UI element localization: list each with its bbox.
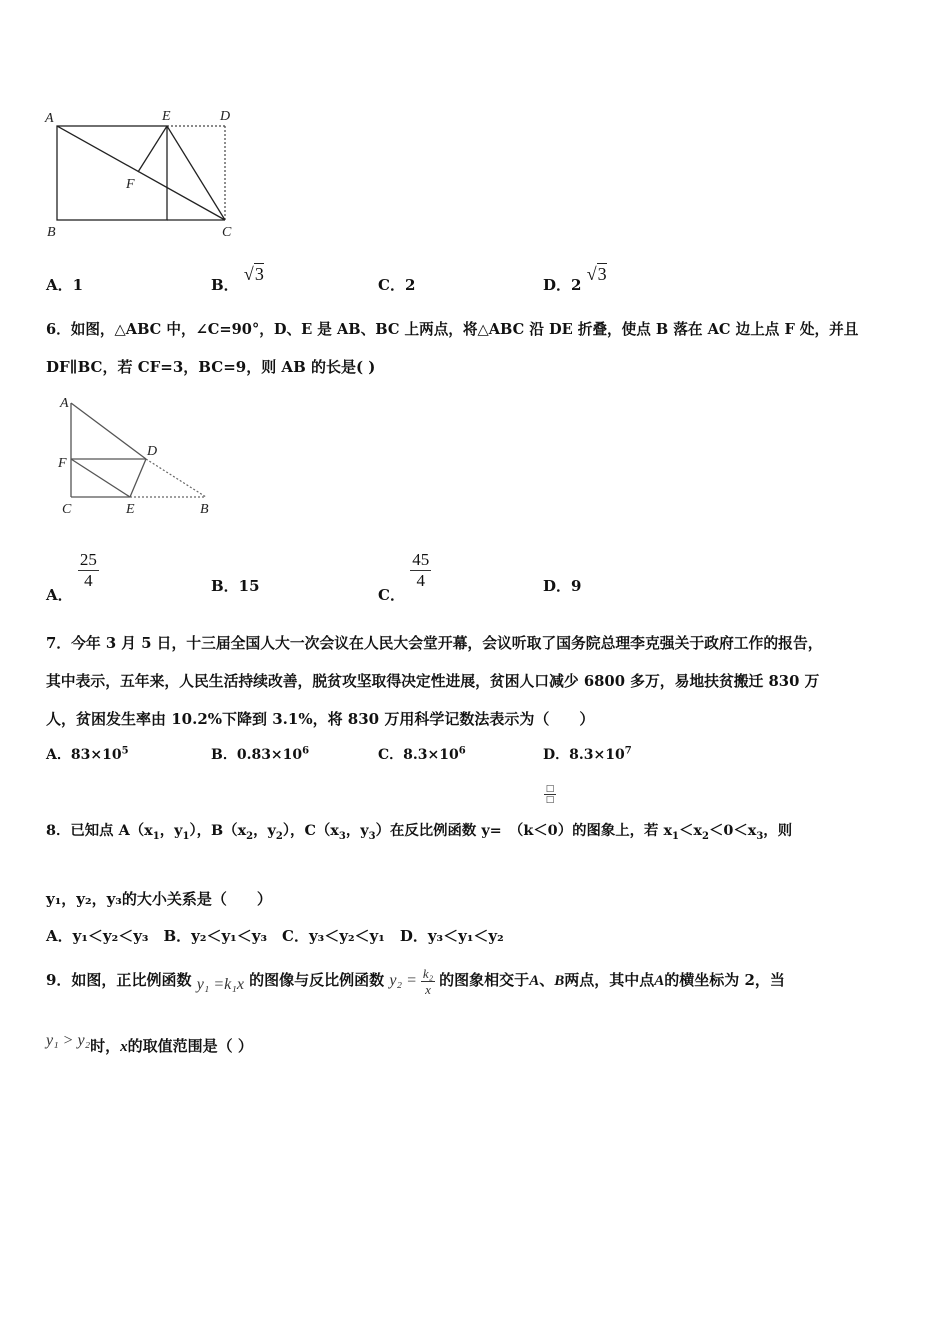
segment-ef bbox=[138, 126, 167, 172]
q7-option-b-exp: 6 bbox=[302, 745, 310, 757]
q7-option-a-exp: 5 bbox=[121, 745, 129, 757]
q8-text-i: ＜0＜x bbox=[708, 822, 757, 839]
q8-fraction-placeholder bbox=[544, 784, 556, 805]
q8-text-c: ），B（x bbox=[189, 822, 247, 839]
q8-text-f: ，y bbox=[345, 822, 369, 839]
q5-option-d-label: D．2 bbox=[543, 276, 582, 294]
q9-formula-y2 bbox=[389, 965, 439, 997]
q7-option-a[interactable] bbox=[46, 744, 129, 764]
q9-part5: 两点，其中点 bbox=[564, 971, 655, 989]
q7-option-a-base: A．83×10 bbox=[46, 747, 122, 763]
q6-option-b-text: B．15 bbox=[211, 577, 260, 595]
q9-line1 bbox=[46, 960, 785, 1000]
q9-formula-y2-den: x bbox=[425, 981, 431, 997]
q8-frac-bottom: □ bbox=[545, 795, 555, 805]
q6-option-d[interactable] bbox=[543, 575, 581, 596]
q6-line2: DF∥BC，若 CF=3，BC=9，则 AB 的长是( ) bbox=[46, 358, 376, 376]
q8-text-b: ，y bbox=[159, 822, 183, 839]
label-b: B bbox=[47, 225, 56, 240]
q9-point-a2: A bbox=[654, 973, 665, 989]
label-e: E bbox=[162, 109, 171, 124]
q7-option-d-exp: 7 bbox=[624, 745, 632, 757]
q8-sub-x2: 2 bbox=[246, 830, 254, 842]
segment-de bbox=[130, 459, 146, 497]
q8-text-g: ）在反比例函数 y= （k＜0）的图象上，若 x bbox=[375, 822, 673, 839]
q9-part2: 的图像与反比例函数 bbox=[249, 971, 385, 989]
q6-option-c-fraction bbox=[410, 550, 431, 591]
q5-option-b[interactable] bbox=[211, 264, 264, 294]
side-db-dotted bbox=[146, 459, 206, 497]
q8-line2: y₁，y₂，y₃的大小关系是（ ） bbox=[46, 890, 272, 908]
label-c: C bbox=[62, 502, 72, 517]
q6-option-d-text: D．9 bbox=[543, 577, 582, 595]
q8-text-j: ，则 bbox=[763, 822, 793, 839]
q9-point-b: B bbox=[554, 973, 565, 989]
q9-var-x: x bbox=[120, 1039, 128, 1055]
q7-line2: 其中表示，五年来，人民生活持续改善，脱贫攻坚取得决定性进展，贫困人口减少 6800 多万，易地扶贫搬迁 830 万 bbox=[46, 673, 820, 690]
q7-option-d[interactable] bbox=[543, 744, 632, 764]
q8-sub-x1b: 1 bbox=[672, 830, 679, 842]
q7-option-d-base: D．8.3×10 bbox=[543, 747, 625, 763]
q8-sub-y2: 2 bbox=[275, 830, 283, 842]
q5-option-d-sqrt: √3 bbox=[586, 264, 607, 284]
q8-frac-top: □ bbox=[545, 784, 555, 794]
q5-option-b-sqrt: √3 bbox=[243, 264, 264, 284]
q6-line1: 6．如图，△ABC 中，∠C=90°，D、E 是 AB、BC 上两点，将△ABC 沿 DE 折叠，使点 B 落在 AC 边上点 F 处，并且 bbox=[46, 321, 859, 338]
q7-line3: 人，贫困发生率由 10.2%下降到 3.1%，将 830 万用科学记数法表示为（ ） bbox=[46, 710, 595, 728]
q8-sub-y3: 3 bbox=[368, 830, 376, 842]
q9-part6: 的横坐标为 2，当 bbox=[664, 971, 785, 989]
q6-option-c-numerator: 45 bbox=[412, 550, 430, 569]
q5-option-d[interactable] bbox=[543, 264, 607, 294]
label-d: D bbox=[220, 109, 231, 124]
q5-option-a[interactable] bbox=[46, 274, 83, 295]
q8-line1 bbox=[46, 821, 792, 847]
q9-point-a: A bbox=[529, 973, 540, 989]
q8-text-d: ，y bbox=[253, 822, 276, 839]
q5-option-c[interactable] bbox=[378, 274, 415, 295]
q9-formula-y2-left: y₂ = bbox=[389, 972, 417, 989]
q6-option-c-label: C． bbox=[378, 585, 405, 604]
q7-option-c-exp: 6 bbox=[458, 745, 466, 757]
q7-line1: 7．今年 3 月 5 日，十三届全国人大一次会议在人民大会堂开幕，会议听取了国务院总理李克强关于政府工作的报告， bbox=[46, 635, 823, 652]
q7-option-c-base: C．8.3×10 bbox=[378, 747, 459, 763]
q6-option-a-denominator: 4 bbox=[84, 571, 93, 590]
label-d: D bbox=[147, 444, 158, 459]
q8-sub-x1: 1 bbox=[152, 830, 160, 842]
q5-option-b-label: B． bbox=[211, 276, 239, 294]
label-e: E bbox=[126, 502, 135, 517]
q5-rectangle-figure bbox=[40, 100, 250, 245]
q6-option-c-denominator: 4 bbox=[416, 571, 425, 590]
q8-sub-x3: 3 bbox=[338, 830, 346, 842]
q9-formula-y1: y₁ =k₁x bbox=[196, 976, 244, 993]
q8-sub-y1: 1 bbox=[182, 830, 190, 842]
q7-option-b-base: B．0.83×10 bbox=[211, 747, 303, 763]
q8-text-h: ＜x bbox=[679, 822, 702, 839]
q8-sub-x3b: 3 bbox=[756, 830, 764, 842]
q6-option-c[interactable] bbox=[378, 550, 431, 604]
q9-part7: 时， bbox=[90, 1037, 121, 1055]
label-f: F bbox=[126, 177, 135, 192]
q5-option-d-radicand: 3 bbox=[597, 264, 607, 284]
diagonal-ac bbox=[57, 126, 225, 220]
label-f: F bbox=[58, 456, 67, 471]
q6-triangle-figure bbox=[50, 393, 220, 523]
q6-option-a-fraction bbox=[78, 550, 99, 591]
q9-part3: 的图象相交于 bbox=[439, 971, 530, 989]
q9-condition: y₁ > y₂ bbox=[46, 1032, 91, 1049]
segment-ec bbox=[167, 126, 225, 220]
q9-formula-y2-num: k₂ bbox=[422, 965, 434, 981]
q6-option-a[interactable] bbox=[46, 550, 99, 604]
q5-option-a-text: A．1 bbox=[46, 276, 84, 294]
label-b: B bbox=[200, 502, 209, 517]
q9-formula-y2-fraction bbox=[421, 966, 435, 997]
q8-text-e: ），C（x bbox=[282, 822, 339, 839]
q6-option-a-label: A． bbox=[46, 585, 73, 604]
q7-option-c[interactable] bbox=[378, 744, 466, 764]
segment-fe bbox=[71, 459, 130, 497]
label-c: C bbox=[222, 225, 232, 240]
q6-option-b[interactable] bbox=[211, 575, 260, 596]
label-a: A bbox=[60, 396, 69, 411]
q8-text-a: 8．已知点 A（x bbox=[46, 822, 153, 839]
q5-option-c-text: C．2 bbox=[378, 276, 416, 294]
q9-part4: 、 bbox=[539, 971, 555, 989]
q9-part1: 9．如图，正比例函数 bbox=[46, 971, 192, 989]
q9-part8: 的取值范围是（ ） bbox=[127, 1037, 253, 1055]
rect-abcd-solid bbox=[57, 126, 167, 220]
q6-option-a-numerator: 25 bbox=[79, 550, 97, 569]
q7-option-b[interactable] bbox=[211, 744, 309, 764]
q9-line2 bbox=[46, 1032, 253, 1057]
label-a: A bbox=[45, 111, 54, 126]
q5-option-b-radicand: 3 bbox=[254, 264, 264, 284]
q8-sub-x2b: 2 bbox=[701, 830, 709, 842]
q8-options[interactable]: A．y₁＜y₂＜y₃ B．y₂＜y₁＜y₃ C．y₃＜y₂＜y₁ D．y₃＜y₁＜y₂ bbox=[46, 927, 504, 945]
side-ad bbox=[71, 403, 146, 459]
